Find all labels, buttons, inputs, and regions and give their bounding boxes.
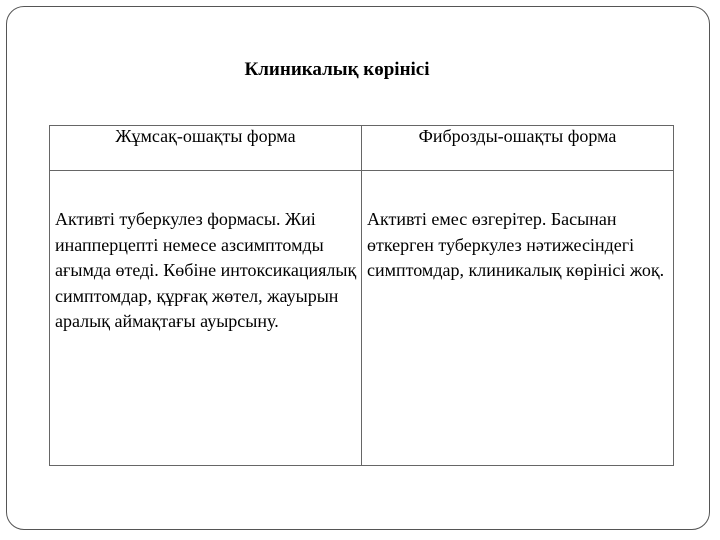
header-fibrous-focal-form: Фиброзды-ошақты форма [362, 126, 674, 171]
slide-title: Клиникалық көрінісі [244, 59, 430, 80]
forms-comparison-table [49, 125, 674, 466]
header-soft-focal-form: Жұмсақ-ошақты форма [50, 126, 362, 171]
table-row [50, 171, 674, 466]
slide-frame [6, 6, 710, 530]
cell-fibrous-focal-description: Активті емес өзгерітер. Басынан өткерген туберкулез нәтижесіндегі симптомдар, клиникалық көрінісі жоқ. [362, 171, 674, 466]
table-header-row [50, 126, 674, 171]
cell-soft-focal-description: Активті туберкулез формасы. Жиі инапперцепті немесе азсимптомды ағымда өтеді. Көбіне интоксикациялық симптомдар, құрғақ жөтел, жауырын аралық аймақтағы ауырсыну. [50, 171, 362, 466]
